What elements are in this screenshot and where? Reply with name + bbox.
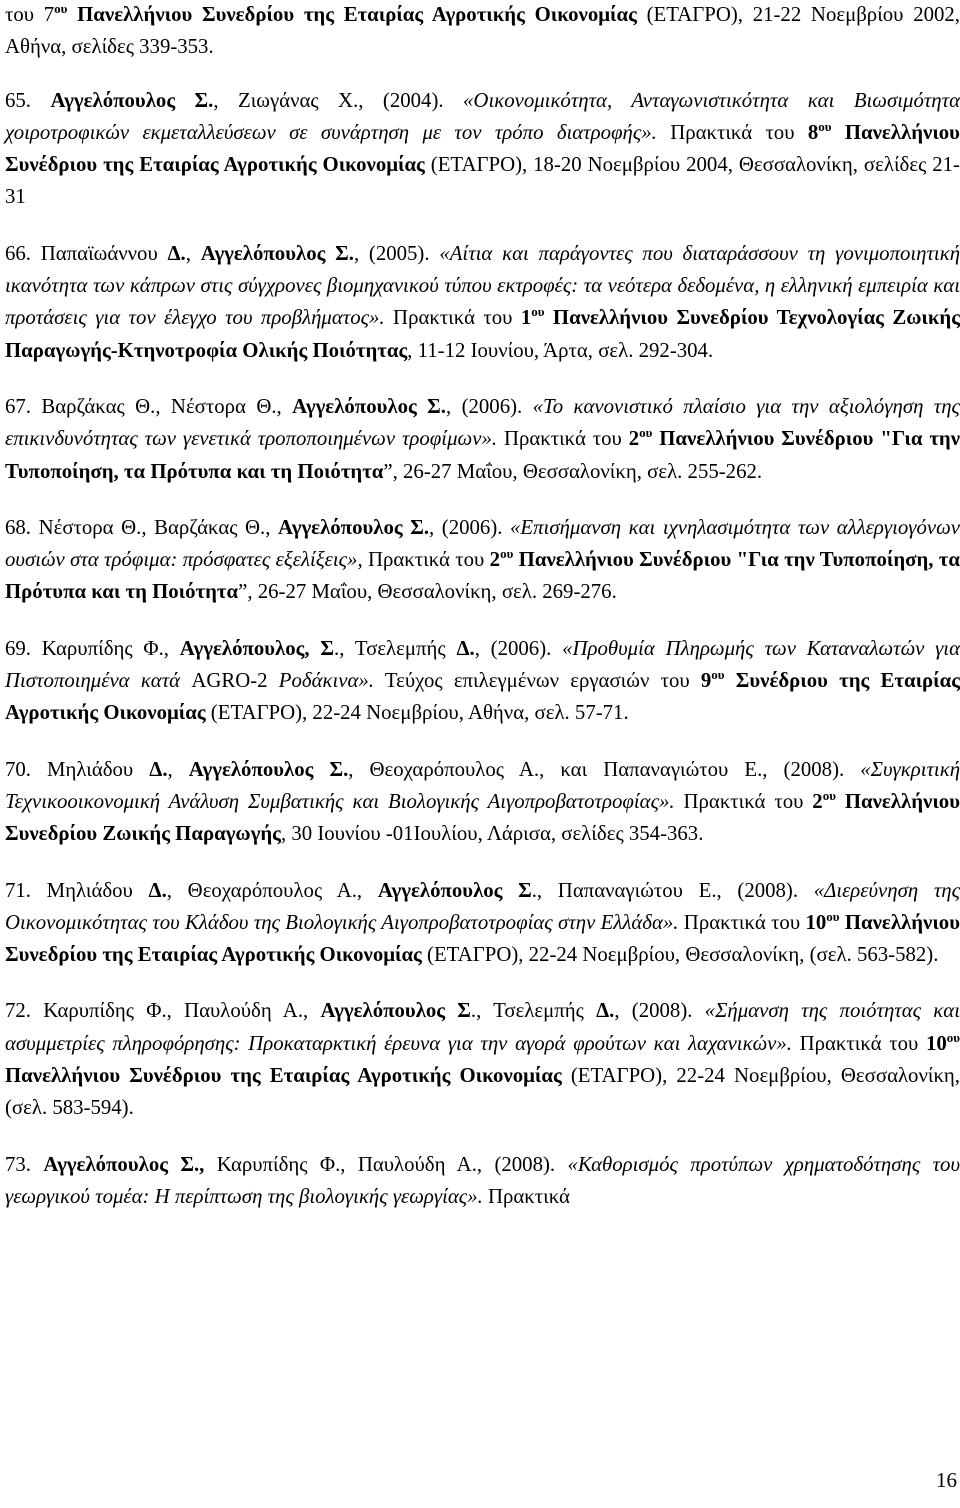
bold-text: Δ. <box>148 878 167 902</box>
reference-71 <box>5 875 960 972</box>
title-italic: Ροδάκινα». <box>267 669 375 693</box>
reference-66 <box>5 238 960 367</box>
text-run: 72. Καρυπίδης Φ., Παυλούδη Α., <box>5 999 321 1023</box>
reference-65 <box>5 85 960 214</box>
bold-text: Αγγελόπουλος Σ. <box>200 241 354 265</box>
bold-text: 10 <box>925 1031 947 1055</box>
text-run: (ΕΤΑΓΡΟ), 22-24 Νοεμβρίου, Θεσσαλονίκη, (σελ. 583-594). <box>5 1064 960 1120</box>
text-run: ., Τσελεμπής <box>470 999 597 1023</box>
bold-text: Δ. <box>596 999 615 1023</box>
title-italic: «Προθυμία Πληρωμής των Καταναλωτών για Πιστοποιημένα κατά <box>5 636 960 693</box>
document-page <box>5 0 960 1237</box>
title-italic: «Αίτια και παράγοντες που διαταράσσουν τη γονιμοποιητική ικανότητα των κάπρων στις σύγχρονες βιομηχανικού τύπου εκτροφές: τα νεότερα δεδομένα, η ελληνική εμπειρία και προτάσεις για τον έλεγχο του προβλήματος». <box>5 241 960 330</box>
bold-text: Πανελλήνιου Συνέδριου της Εταιρίας Αγροτικής Οικονομίας <box>5 120 960 177</box>
text-run: ., Παπαναγιώτου Ε., (2008). <box>531 878 814 902</box>
text-run: , (2006). <box>429 515 511 539</box>
bold-text: Πανελλήνιου Συνέδριου "Για την Τυποποίηση, τα Πρότυπα και τη Ποιότητα <box>5 548 960 604</box>
text-run: του 7 <box>5 3 55 26</box>
text-run: (ΕΤΑΓΡΟ), 22-24 Νοεμβρίου, Αθήνα, σελ. 57-71. <box>205 701 629 725</box>
reference-continuation <box>5 0 960 64</box>
bold-text: Πανελλήνιου Συνεδρίου Τεχνολογίας Ζωικής Παραγωγής-Κτηνοτροφία Ολικής Ποιότητας <box>5 306 960 362</box>
text-run: Πρακτικά του <box>497 427 629 451</box>
bold-text: Δ. <box>149 757 168 781</box>
text-run: Τεύχος επιλεγμένων εργασιών του <box>374 669 701 693</box>
text-run: Πρακτικά του <box>674 789 813 813</box>
reference-68 <box>5 512 960 609</box>
ordinal-superscript: ου <box>711 667 725 683</box>
text-run: (ΕΤΑΓΡΟ), 22-24 Νοεμβρίου, Θεσσαλονίκη, (σελ. 563-582). <box>421 943 939 967</box>
ordinal-superscript: ου <box>531 304 545 320</box>
ordinal-superscript: ου <box>54 1 68 17</box>
text-run: 67. Βαρζάκας Θ., Νέστορα Θ., <box>5 394 293 418</box>
bold-text: Αγγελόπουλος, Σ <box>179 636 335 660</box>
text-run: Καρυπίδης Φ., Παυλούδη Α., (2008). <box>204 1152 568 1176</box>
bold-text: Πανελλήνιου Συνέδριου της Εταιρίας Αγροτικής Οικονομίας <box>5 1064 562 1088</box>
ordinal-superscript: ου <box>500 546 514 562</box>
reference-73 <box>5 1149 960 1214</box>
text-run: 65. <box>5 88 51 112</box>
ordinal-superscript: ου <box>822 788 836 804</box>
text-run: , (2006). <box>445 394 533 418</box>
text-run: 70. Μηλιάδου <box>5 757 150 781</box>
page-number: 16 <box>936 1468 957 1492</box>
text-run: ”, 26-27 Μαΐου, Θεσσαλονίκη, σελ. 255-262. <box>383 459 763 483</box>
bold-text: 1 <box>520 306 532 330</box>
text-run: 68. Νέστορα Θ., Βαρζάκας Θ., <box>5 515 279 539</box>
reference-69 <box>5 633 960 730</box>
ordinal-superscript: ου <box>639 425 653 441</box>
text-run: 69. Καρυπίδης Φ., <box>5 636 180 660</box>
bold-text: Πανελλήνιου Συνεδρίου Ζωικής Παραγωγής <box>5 789 960 846</box>
text-run: , 11-12 Ιουνίου, Άρτα, σελ. 292-304. <box>407 338 714 362</box>
bold-text: Αγγελόπουλος Σ., <box>43 1152 205 1176</box>
text-run: 71. Μηλιάδου <box>5 878 149 902</box>
text-run: Πρακτικά του <box>362 548 490 572</box>
bold-text: Αγγελόπουλος Σ <box>320 999 471 1023</box>
bold-text: 2 <box>628 427 640 451</box>
title-italic: «Διερεύνηση της Οικονομικότητας του Κλάδου της Βιολογικής Αιγοπροβατοτροφίας στην Ελλάδα». <box>5 878 960 934</box>
reference-70 <box>5 754 960 851</box>
bold-text: 2 <box>812 789 823 813</box>
reference-67 <box>5 391 960 488</box>
title-italic: «Καθορισμός προτύπων χρηματοδότησης του γεωργικού τομέα: Η περίπτωση της βιολογικής γεωργίας». <box>5 1152 960 1208</box>
text-run: , <box>185 241 201 265</box>
reference-72 <box>5 995 960 1124</box>
title-italic: «Οικονομικότητα, Ανταγωνιστικότητα και Βιωσιμότητα χοιροτροφικών εκμεταλλεύσεων σε συνάρτηση με τον τρόπο διατροφής». <box>5 88 960 144</box>
text-run: , 30 Ιουνίου -01Ιουλίου, Λάρισα, σελίδες 354-363. <box>280 822 704 846</box>
ordinal-superscript: ου <box>946 1029 960 1045</box>
bold-text: Δ. <box>456 636 475 660</box>
bold-text: Πανελλήνιου Συνεδρίου της Εταιρίας Αγροτικής Οικονομίας <box>5 910 960 967</box>
bold-text: 2 <box>489 548 501 572</box>
text-run: , Ζιωγάνας Χ., (2004). <box>213 88 464 112</box>
ordinal-superscript: ου <box>826 908 840 924</box>
text-run: ., Τσελεμπής <box>334 636 457 660</box>
text-run: Πρακτικά του <box>791 1031 926 1055</box>
text-run: , (2006). <box>474 636 563 660</box>
bold-text: Αγγελόπουλος Σ <box>377 878 532 902</box>
text-run: Πρακτικά <box>482 1184 570 1208</box>
text-run: , Θεοχαρόπουλος Α., <box>166 878 378 902</box>
title-italic: «Επισήμανση και ιχνηλασιμότητα των αλλεργιογόνων ουσιών στα τρόφιμα: πρόσφατες εξελίξεις», <box>5 515 960 572</box>
text-run: 66. Παπαϊωάννου <box>5 241 168 265</box>
text-run: (ΕΤΑΓΡΟ), 18-20 Νοεμβρίου 2004, Θεσσαλονίκη, σελίδες 21-31 <box>5 153 960 209</box>
bold-text: Αγγελόπουλος Σ. <box>188 757 349 781</box>
text-run: AGRO-2 <box>191 669 268 693</box>
text-run: Πρακτικά του <box>384 306 521 330</box>
text-run: ”, 26-27 Μαΐου, Θεσσαλονίκη, σελ. 269-276. <box>238 580 617 604</box>
text-run: , Θεοχαρόπουλος Α., και Παπαναγιώτου Ε., (2008). <box>348 757 861 781</box>
bold-text: Αγγελόπουλος Σ. <box>278 515 430 539</box>
title-italic: «Το κανονιστικό πλαίσιο για την αξιολόγηση της επικινδυνότητας των γενετικά τροποποιημένων τροφίμων». <box>5 394 960 451</box>
text-run: , (2008). <box>614 999 705 1023</box>
bold-text: 10 <box>805 910 827 934</box>
text-run: , (2005). <box>353 241 440 265</box>
bold-text: Συνέδριου της Εταιρίας Αγροτικής Οικονομίας <box>5 669 960 725</box>
bold-text: Δ. <box>167 241 186 265</box>
bold-text: Πανελλήνιου Συνέδριου "Για την Τυποποίηση, τα Πρότυπα και τη Ποιότητα <box>5 427 960 483</box>
text-run: Πρακτικά του <box>656 120 808 144</box>
bold-text: Αγγελόπουλος Σ. <box>292 394 446 418</box>
bold-text: Πανελλήνιου Συνεδρίου της Εταιρίας Αγροτικής Οικονομίας <box>67 3 637 26</box>
title-italic: «Σήμανση της ποιότητας και ασυμμετρίες πληροφόρησης: Προκαταρκτική έρευνα για την αγορά φρούτων και λαχανικών». <box>5 999 960 1055</box>
text-run: (ΕΤΑΓΡΟ), 21-22 Νοεμβρίου 2002, Αθήνα, σελίδες 339-353. <box>5 3 960 59</box>
text-run: , <box>167 757 189 781</box>
bold-text: 8 <box>807 120 819 144</box>
text-run: Πρακτικά του <box>678 910 806 934</box>
title-italic: «Συγκριτική Τεχνικοοικονομική Ανάλυση Συμβατικής και Βιολογικής Αιγοπροβατοτροφίας». <box>5 757 960 813</box>
ordinal-superscript: ου <box>818 118 832 134</box>
bold-text: 9 <box>700 669 712 693</box>
text-run: 73. <box>5 1152 44 1176</box>
bold-text: Αγγελόπουλος Σ. <box>50 88 214 112</box>
